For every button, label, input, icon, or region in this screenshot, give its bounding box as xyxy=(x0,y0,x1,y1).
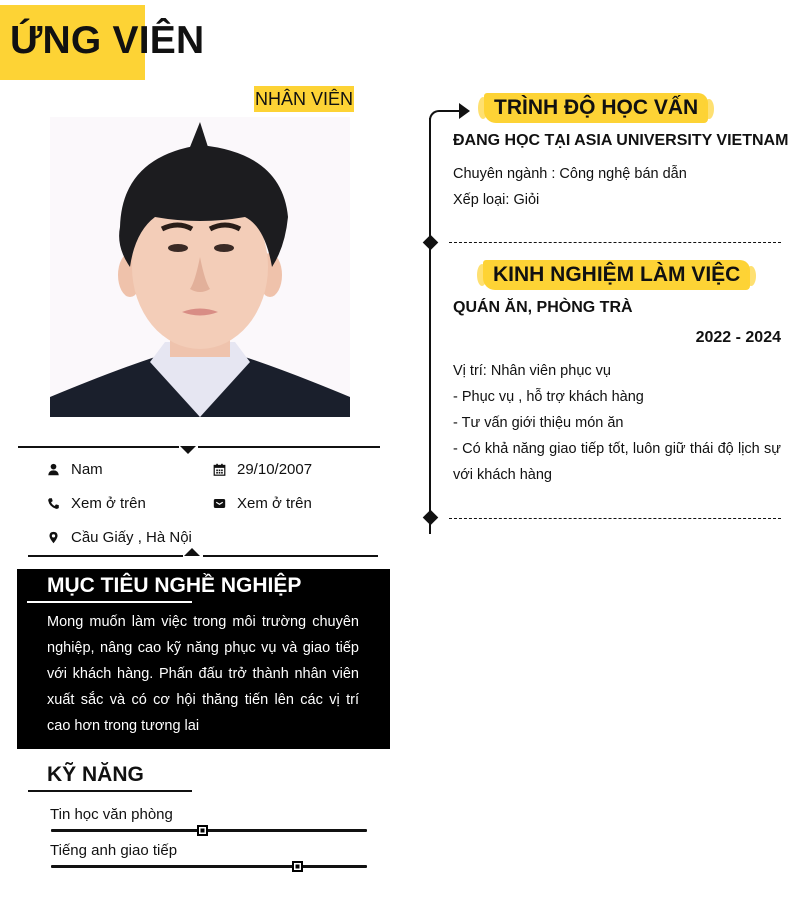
arrow-right-icon xyxy=(459,103,470,119)
section-separator xyxy=(449,518,781,519)
skill-label-english: Tiếng anh giao tiếp xyxy=(50,842,178,859)
skill-level-marker xyxy=(197,825,208,836)
skill-bar-english xyxy=(51,865,367,868)
skill-label-office: Tin học văn phòng xyxy=(50,806,173,823)
experience-role: Vị trí: Nhân viên phục vụ xyxy=(453,363,611,379)
gender-item xyxy=(45,461,103,478)
experience-duty: - Có khả năng giao tiếp tốt, luôn giữ thái độ lịch sự với khách hàng xyxy=(453,441,781,483)
calendar-icon xyxy=(211,462,227,478)
skill-level-marker xyxy=(292,861,303,872)
triangle-down-icon xyxy=(180,446,196,454)
phone-value: Xem ở trên xyxy=(71,495,146,512)
triangle-up-icon xyxy=(184,548,200,556)
gender-value: Nam xyxy=(71,461,103,478)
skills-underline xyxy=(28,790,192,792)
user-icon xyxy=(45,462,61,478)
skill-bar-office xyxy=(51,829,367,832)
info-divider-bottom-right xyxy=(203,555,378,557)
experience-duty: - Tư vấn giới thiệu món ăn xyxy=(453,415,624,431)
candidate-photo xyxy=(50,117,350,417)
position-badge: NHÂN VIÊN xyxy=(254,86,354,112)
objective-underline xyxy=(27,601,192,603)
section-separator xyxy=(449,242,781,243)
career-objective-section xyxy=(17,569,390,749)
info-divider-top-right xyxy=(198,446,380,448)
timeline-line xyxy=(429,118,431,534)
birthdate-value: 29/10/2007 xyxy=(237,461,313,478)
skills-title: KỸ NĂNG xyxy=(47,763,144,786)
page-title: ỨNG VIÊN xyxy=(10,19,205,62)
education-grade: Xếp loại: Giỏi xyxy=(453,192,540,208)
education-school: ĐANG HỌC TẠI ASIA UNIVERSITY VIETNAM xyxy=(453,132,789,149)
experience-company: QUÁN ĂN, PHÒNG TRÀ xyxy=(453,299,633,316)
birthdate-item xyxy=(211,461,312,478)
phone-icon xyxy=(45,496,61,512)
email-item xyxy=(211,495,312,512)
experience-heading: KINH NGHIỆM LÀM VIỆC xyxy=(483,258,750,292)
diamond-marker-icon xyxy=(423,235,439,251)
objective-text: Mong muốn làm việc trong môi trường chuyên nghiệp, nâng cao kỹ năng phục vụ và giao tiếp với khách hàng. Phấn đấu trở thành nhân viên xuất sắc và có cơ hội thăng tiến lên các vị trí cao hơn trong tương lai xyxy=(47,614,359,734)
portrait-illustration xyxy=(50,117,350,417)
address-item xyxy=(45,529,192,546)
diamond-marker-icon xyxy=(423,510,439,526)
phone-item xyxy=(45,495,146,512)
info-divider-top-left xyxy=(18,446,179,448)
education-heading: TRÌNH ĐỘ HỌC VẤN xyxy=(484,91,708,125)
map-marker-icon xyxy=(45,530,61,546)
envelope-icon xyxy=(211,496,227,512)
timeline-curve xyxy=(429,110,445,126)
objective-title: MỤC TIÊU NGHỀ NGHIỆP xyxy=(47,574,302,597)
email-value: Xem ở trên xyxy=(237,495,312,512)
experience-period: 2022 - 2024 xyxy=(695,329,781,346)
address-value: Cầu Giấy , Hà Nội xyxy=(71,529,192,546)
info-divider-bottom-left xyxy=(28,555,183,557)
education-major: Chuyên ngành : Công nghệ bán dẫn xyxy=(453,166,687,182)
experience-duty: - Phục vụ , hỗ trợ khách hàng xyxy=(453,389,644,405)
